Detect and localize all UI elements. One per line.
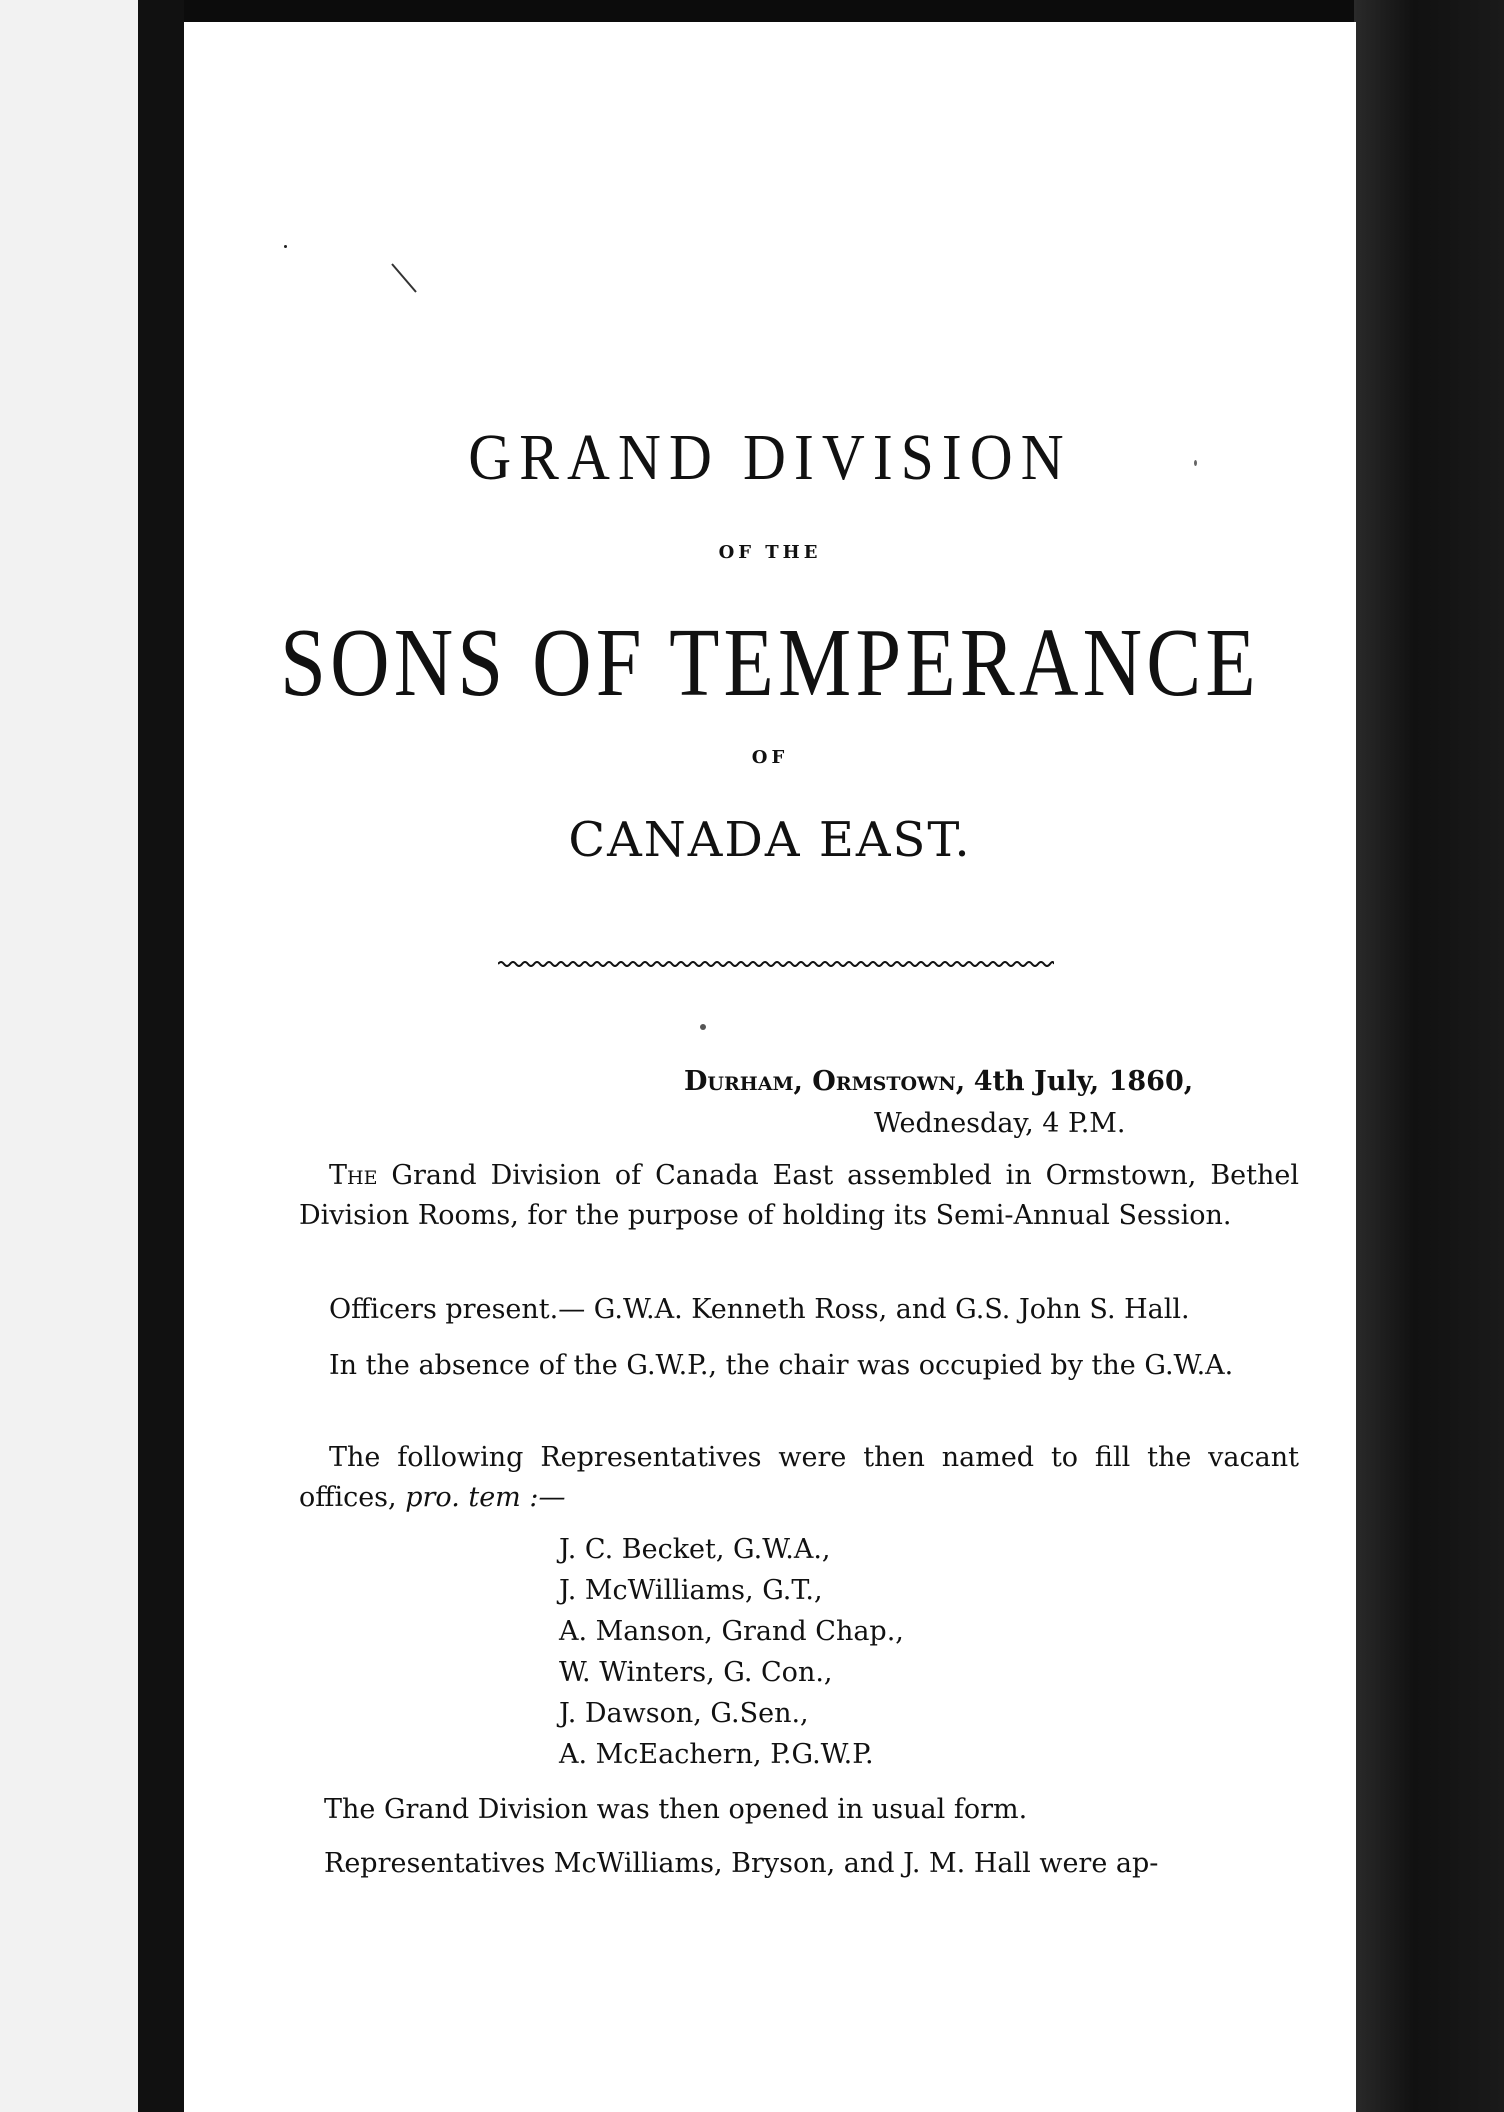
paragraph-appointed	[324, 1844, 1324, 1884]
list-item: A. McEachern, P.G.W.P.	[559, 1739, 874, 1770]
dateline-date: 4th July, 1860,	[973, 1066, 1194, 1097]
dateline	[684, 1062, 1296, 1102]
paragraph-text: In the absence of the G.W.P., the chair was occupied by the G.W.A.	[329, 1350, 1234, 1381]
paragraph-chair	[299, 1346, 1299, 1386]
title-sons-of-temperance: SONS OF TEMPERANCE	[280, 609, 1260, 717]
print-speck	[284, 245, 287, 248]
document-page	[184, 22, 1356, 2112]
paragraph-text: Representatives McWilliams, Bryson, and J. M. Hall were ap-	[324, 1848, 1159, 1879]
previous-page-edge	[0, 0, 150, 2112]
book-cover-edge	[1354, 0, 1504, 2112]
title-grand-division: GRAND DIVISION	[468, 421, 1072, 494]
paragraph-italic-tail: pro. tem :—	[405, 1482, 566, 1513]
print-speck	[700, 1024, 706, 1030]
book-binding	[138, 0, 184, 2112]
list-item: A. Manson, Grand Chap.,	[559, 1616, 904, 1647]
list-item: J. McWilliams, G.T.,	[559, 1575, 823, 1606]
paragraph-text: Officers present.— G.W.A. Kenneth Ross, and G.S. John S. Hall.	[329, 1294, 1190, 1325]
list-item: J. Dawson, G.Sen.,	[559, 1698, 809, 1729]
paragraph-text: The following Representatives were then named to fill the vacant offices,	[299, 1442, 1299, 1513]
paragraph-lead-word: The	[329, 1160, 378, 1191]
list-item: J. C. Becket, G.W.A.,	[559, 1534, 831, 1565]
stray-mark	[390, 262, 420, 296]
list-item: W. Winters, G. Con.,	[559, 1657, 833, 1688]
decorative-wavy-rule	[498, 957, 1054, 971]
dateline-place: Durham, Ormstown,	[684, 1066, 966, 1097]
paragraph-text: Grand Division of Canada East assembled in Ormstown, Bethel Division Rooms, for the purpose of holding its Semi-Annual Session.	[299, 1160, 1299, 1231]
paragraph-assembly	[299, 1156, 1299, 1236]
representatives-list	[559, 1530, 1059, 1776]
dateline-time: Wednesday, 4 P.M.	[874, 1108, 1126, 1139]
title-canada-east: CANADA EAST.	[568, 812, 972, 868]
title-of: OF	[751, 747, 789, 768]
paragraph-representatives	[299, 1438, 1299, 1518]
title-of-the: OF THE	[718, 542, 822, 563]
paragraph-text: The Grand Division was then opened in usual form.	[324, 1794, 1028, 1825]
paragraph-opened	[324, 1790, 1324, 1830]
paragraph-officers	[299, 1290, 1299, 1330]
